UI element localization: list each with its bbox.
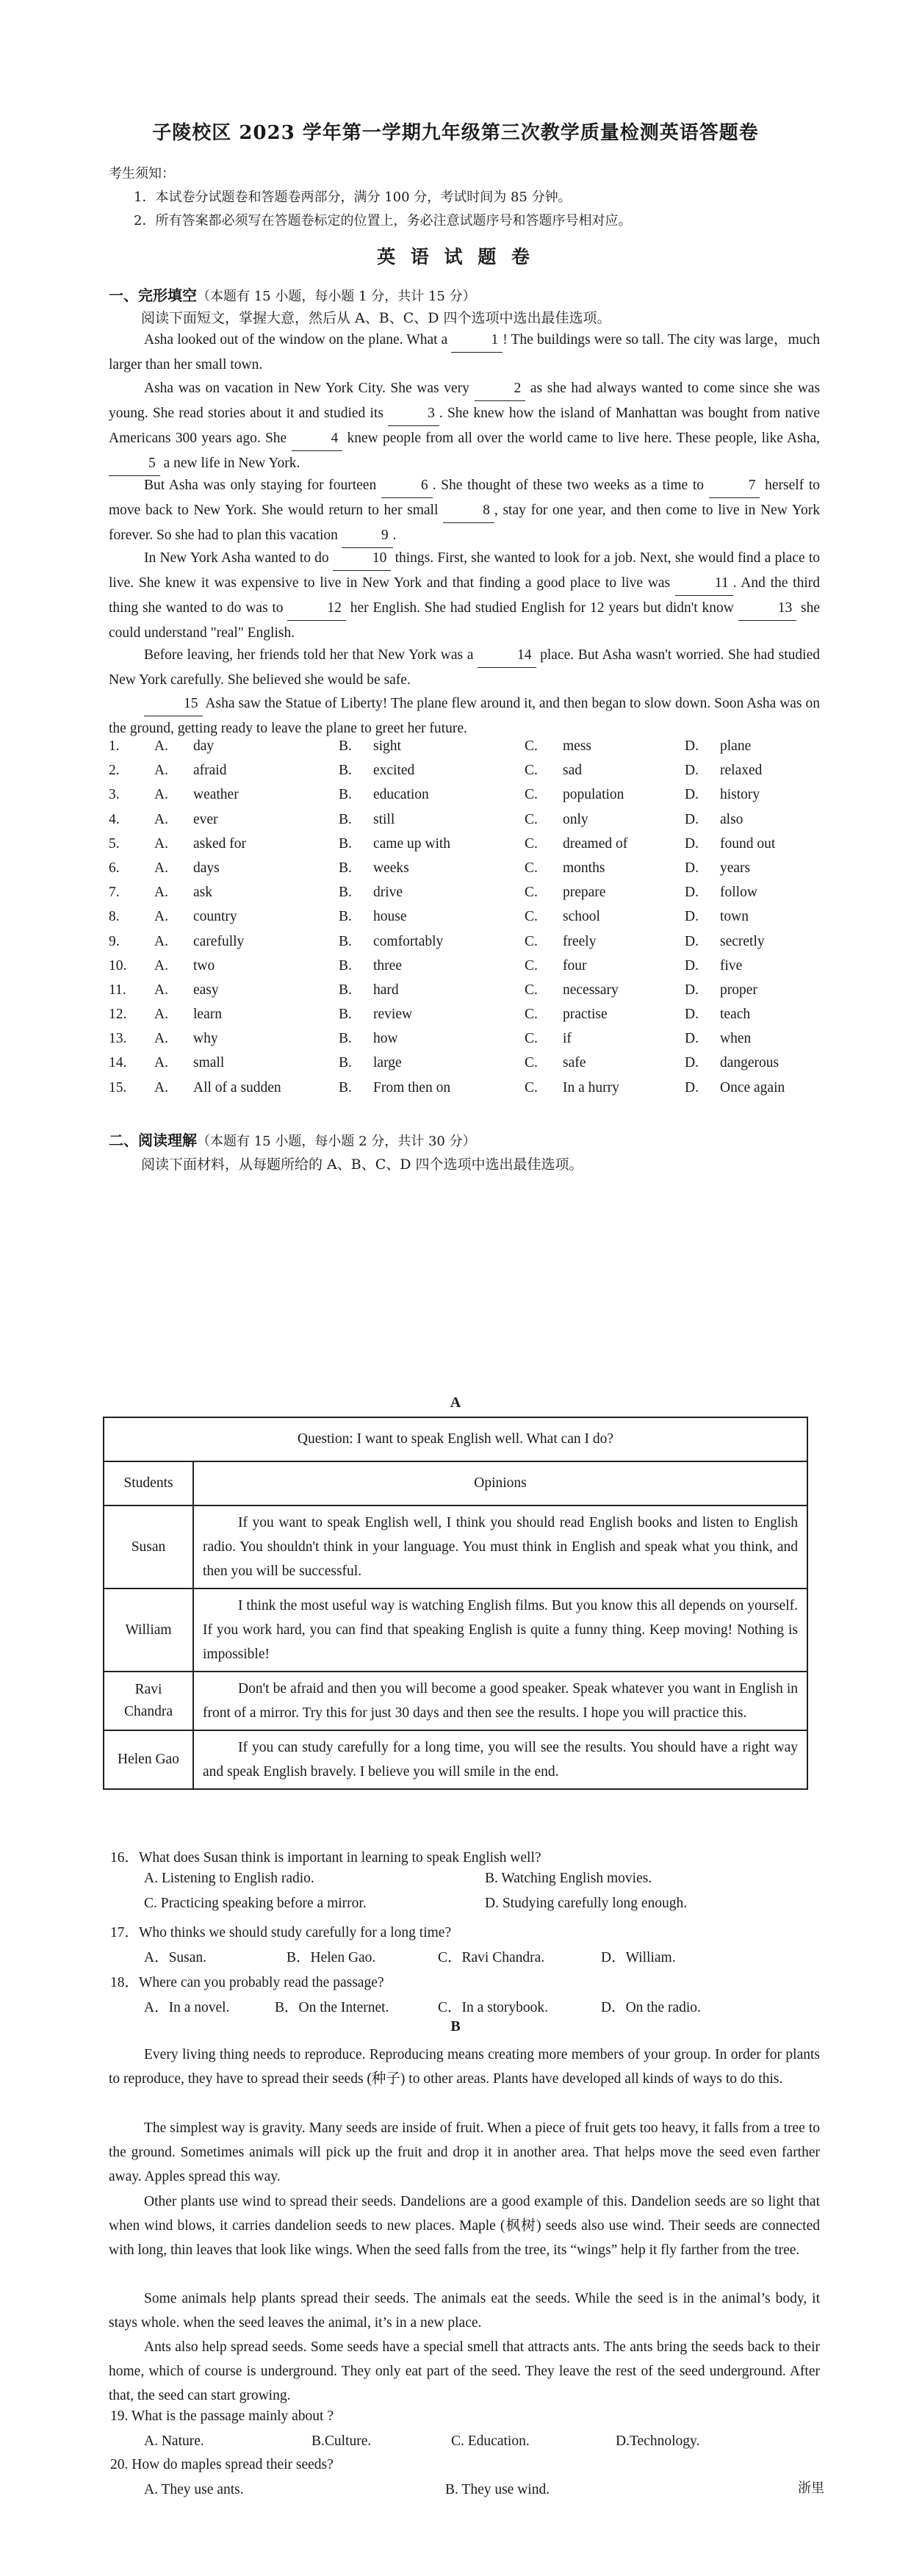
q17-option-d: D．William. (601, 1950, 676, 1965)
student-opinion: If you want to speak English well, I think you should read English books and listen to English radio. You shouldn't think in your language. You must think in English and speak what you think, and then you will be successful. (193, 1505, 807, 1589)
option-a-text: afraid (193, 763, 227, 779)
option-letter-c: C. (525, 909, 538, 925)
option-letter-a: A. (154, 1031, 168, 1047)
option-d-text: secretly (720, 933, 765, 949)
option-number: 4. (109, 811, 120, 827)
option-letter-b: B. (339, 1007, 352, 1023)
option-a-text: All of a sudden (193, 1079, 281, 1095)
option-d-text: plane (720, 738, 752, 754)
option-letter-d: D. (685, 1079, 699, 1095)
option-letter-a: A. (154, 787, 168, 803)
option-d-text: when (720, 1031, 752, 1047)
option-c-text: only (563, 811, 588, 827)
option-letter-b: B. (339, 957, 352, 974)
q17-option-c: C．Ravi Chandra. (438, 1950, 545, 1965)
option-letter-a: A. (154, 860, 168, 876)
q18-option-d: D．On the radio. (601, 2000, 701, 2015)
blank-13: 13 (738, 596, 797, 621)
blank-15: 15 (144, 691, 203, 716)
option-a-text: two (193, 957, 215, 974)
option-letter-d: D. (685, 982, 699, 998)
section2-instruction: 阅读下面材料，从每题所给的 A、B、C、D 四个选项中选出最佳选项。 (141, 1156, 583, 1173)
option-letter-a: A. (154, 909, 168, 925)
option-row (109, 787, 814, 811)
option-row (109, 763, 814, 787)
section2-heading: 二、阅读理解（本题有 15 小题，每小题 2 分，共计 30 分） (109, 1132, 476, 1149)
table-row (104, 1672, 807, 1730)
option-c-text: if (563, 1031, 572, 1047)
q19-option-a: A. Nature. (144, 2433, 204, 2449)
cloze-paragraph-6: 15 Asha saw the Statue of Liberty! The plane flew around it, and then began to slow down. Soon Asha was on the ground, getting ready to leave the plane to greet her future. (109, 691, 820, 741)
q20-option-b: B. They use wind. (445, 2482, 550, 2497)
student-opinion: If you can study carefully for a long time, you will see the results. You should have a right way and speak English bravely. I believe you will smile in the end. (193, 1730, 807, 1789)
option-d-text: history (720, 787, 760, 803)
blank-4: 4 (292, 426, 343, 451)
table-row (104, 1589, 807, 1672)
option-a-text: day (193, 738, 215, 754)
option-b-text: still (373, 811, 395, 827)
blank-14: 14 (478, 643, 536, 668)
option-number: 6. (109, 860, 120, 876)
option-number: 14. (109, 1055, 127, 1071)
option-letter-a: A. (154, 1007, 168, 1023)
option-letter-b: B. (339, 1055, 352, 1071)
q18-option-c: C．In a storybook. (438, 2000, 549, 2015)
option-row (109, 958, 814, 982)
option-row (109, 812, 814, 836)
option-number: 3. (109, 787, 120, 803)
option-c-text: school (563, 909, 600, 925)
option-letter-b: B. (339, 1079, 352, 1095)
blank-1: 1 (451, 328, 503, 353)
option-row (109, 836, 814, 860)
option-c-text: necessary (563, 982, 619, 998)
option-letter-a: A. (154, 763, 168, 779)
option-a-text: ask (193, 885, 212, 901)
option-letter-b: B. (339, 811, 352, 827)
option-b-text: large (373, 1055, 402, 1071)
passage-b-paragraph-2: The simplest way is gravity. Many seeds are inside of fruit. When a piece of fruit gets too heavy, it falls from a tree to the ground. Sometimes animals will pick up the fruit and drop it in another area. That helps move the seed even farther away. Apples spread this way. (109, 2120, 820, 2184)
option-letter-b: B. (339, 1031, 352, 1047)
option-letter-b: B. (339, 909, 352, 925)
option-letter-c: C. (525, 1055, 538, 1071)
notice-heading: 考生须知： (109, 166, 175, 181)
option-letter-c: C. (525, 1007, 538, 1023)
q19-option-d: D.Technology. (616, 2433, 700, 2449)
option-number: 10. (109, 957, 127, 974)
option-d-text: years (720, 860, 751, 876)
option-number: 13. (109, 1031, 127, 1047)
table-row (104, 1730, 807, 1789)
option-row (109, 885, 814, 909)
page-title: 子陵校区 2023 学年第一学期九年级第三次教学质量检测英语答题卷 (152, 122, 759, 144)
blank-12: 12 (287, 596, 346, 621)
option-b-text: sight (373, 738, 401, 754)
option-a-text: easy (193, 982, 219, 998)
option-number: 8. (109, 909, 120, 925)
option-letter-c: C. (525, 933, 538, 949)
option-letter-d: D. (685, 811, 699, 827)
option-c-text: In a hurry (563, 1079, 619, 1095)
option-letter-a: A. (154, 957, 168, 974)
option-letter-d: D. (685, 860, 699, 876)
option-letter-b: B. (339, 933, 352, 949)
option-d-text: town (720, 909, 749, 925)
blank-7: 7 (709, 473, 760, 498)
option-row (109, 1007, 814, 1031)
option-a-text: small (193, 1055, 225, 1071)
option-a-text: carefully (193, 933, 245, 949)
blank-10: 10 (333, 546, 392, 571)
option-row (109, 1080, 814, 1104)
option-letter-c: C. (525, 811, 538, 827)
option-letter-c: C. (525, 885, 538, 901)
option-b-text: review (373, 1007, 413, 1023)
col-header-opinions: Opinions (193, 1461, 807, 1505)
option-number: 5. (109, 835, 120, 852)
option-letter-a: A. (154, 1079, 168, 1095)
option-d-text: teach (720, 1007, 751, 1023)
option-b-text: how (373, 1031, 398, 1047)
option-b-text: house (373, 909, 407, 925)
option-letter-c: C. (525, 787, 538, 803)
section1-instruction: 阅读下面短文，掌握大意，然后从 A、B、C、D 四个选项中选出最佳选项。 (141, 310, 611, 326)
option-number: 1. (109, 738, 120, 754)
option-number: 12. (109, 1007, 127, 1023)
q16-option-c: C. Practicing speaking before a mirror. (144, 1896, 367, 1911)
option-letter-d: D. (685, 957, 699, 974)
q16-option-a: A. Listening to English radio. (144, 1871, 314, 1886)
option-d-text: proper (720, 982, 757, 998)
option-c-text: freely (563, 933, 597, 949)
question-17: 17．Who thinks we should study carefully for a long time? (110, 1925, 452, 1940)
blank-11: 11 (675, 571, 733, 596)
option-row (109, 909, 814, 933)
student-opinion: I think the most useful way is watching English films. But you know this all depends on yourself. If you work hard, you can find that speaking English is quite a funny thing. Keep moving! Nothing is impossible! (193, 1589, 807, 1672)
option-row (109, 1031, 814, 1055)
q19-option-b: B.Culture. (312, 2433, 372, 2449)
option-row (109, 738, 814, 763)
option-letter-c: C. (525, 982, 538, 998)
question-20: 20. How do maples spread their seeds? (110, 2457, 334, 2472)
option-a-text: why (193, 1031, 218, 1047)
option-c-text: prepare (563, 885, 606, 901)
q20-option-a: A. They use ants. (144, 2482, 244, 2497)
student-name: William (104, 1589, 193, 1672)
option-letter-c: C. (525, 738, 538, 754)
question-18: 18．Where can you probably read the passage? (110, 1975, 384, 1990)
q16-option-d: D. Studying carefully long enough. (485, 1896, 688, 1911)
option-letter-a: A. (154, 811, 168, 827)
cloze-paragraph-2: Asha was on vacation in New York City. She was very 2 as she had always wanted to come since she was young. She read stories about it and studied its 3 . She knew how the island of Manhattan was bought from native Americans 300 years ago. She 4 knew people from all over the world came to live here. These people, like Asha, 5 a new life in New York. (109, 376, 820, 476)
option-letter-a: A. (154, 835, 168, 852)
option-number: 7. (109, 885, 120, 901)
q19-option-c: C. Education. (451, 2433, 530, 2449)
notice-item-1: 1．本试卷分试题卷和答题卷两部分，满分 100 分，考试时间为 85 分钟。 (134, 190, 572, 205)
option-letter-c: C. (525, 1079, 538, 1095)
option-b-text: drive (373, 885, 403, 901)
option-c-text: population (563, 787, 624, 803)
option-c-text: mess (563, 738, 591, 754)
blank-8: 8 (443, 498, 494, 523)
option-letter-d: D. (685, 787, 699, 803)
student-opinion: Don't be afraid and then you will become a good speaker. Speak whatever you want in English in front of a mirror. Try this for just 30 days and then see the results. I hope you will practice this. (193, 1672, 807, 1730)
section1-heading: 一、完形填空（本题有 15 小题，每小题 1 分，共计 15 分） (109, 287, 476, 304)
cloze-paragraph-1: Asha looked out of the window on the plane. What a 1 ! The buildings were so tall. The city was large，much larger than her small town. (109, 328, 820, 377)
option-d-text: follow (720, 885, 757, 901)
question-16: 16．What does Susan think is important in learning to speak English well? (110, 1850, 541, 1866)
option-d-text: Once again (720, 1079, 785, 1095)
option-d-text: also (720, 811, 743, 827)
option-row (109, 1055, 814, 1079)
option-letter-d: D. (685, 835, 699, 852)
option-b-text: excited (373, 763, 415, 779)
passage-b-paragraph-1: Every living thing needs to reproduce. Reproducing means creating more members of your group. In order for plants to reproduce, they have to spread their seeds (种子) to other areas. Plants have developed all kinds of ways to do this. (109, 2047, 820, 2087)
q17-option-a: A．Susan. (144, 1950, 207, 1965)
option-letter-a: A. (154, 1055, 168, 1071)
cloze-paragraph-3: But Asha was only staying for fourteen 6 . She thought of these two weeks as a time to 7 herself to move back to New York. She would return to her small 8 , stay for one year, and then come to live in New York forever. So she had to plan this vacation 9 . (109, 473, 820, 548)
option-a-text: ever (193, 811, 218, 827)
q18-option-b: B．On the Internet. (275, 2000, 389, 2015)
blank-5: 5 (109, 451, 160, 476)
option-b-text: hard (373, 982, 399, 998)
option-letter-a: A. (154, 933, 168, 949)
option-number: 11. (109, 982, 126, 998)
option-letter-a: A. (154, 885, 168, 901)
passage-b-paragraph-5: Ants also help spread seeds. Some seeds have a special smell that attracts ants. The ants bring the seeds back to their home, which of course is underground. They only eat part of the seed. They leave the rest of the seed underground. After that, the seed can start growing. (109, 2339, 820, 2403)
option-c-text: sad (563, 763, 582, 779)
option-letter-a: A. (154, 738, 168, 754)
option-letter-d: D. (685, 1007, 699, 1023)
option-letter-b: B. (339, 835, 352, 852)
col-header-students: Students (104, 1461, 193, 1505)
option-letter-b: B. (339, 982, 352, 998)
option-letter-d: D. (685, 763, 699, 779)
option-letter-d: D. (685, 1031, 699, 1047)
table-question: Question: I want to speak English well. What can I do? (104, 1417, 807, 1461)
option-letter-d: D. (685, 1055, 699, 1071)
option-b-text: comfortably (373, 933, 444, 949)
cloze-paragraph-4: In New York Asha wanted to do 10 things. First, she wanted to look for a job. Next, she would find a place to live. She knew it was expensive to live in New York and that finding a good place to live was 11 . And the third thing she wanted to do was to 12 her English. She had studied English for 12 years but didn't know 13 she could understand "real" English. (109, 546, 820, 645)
student-name: Helen Gao (104, 1730, 193, 1789)
option-letter-c: C. (525, 763, 538, 779)
option-c-text: four (563, 957, 587, 974)
option-number: 9. (109, 933, 120, 949)
option-letter-d: D. (685, 933, 699, 949)
option-a-text: weather (193, 787, 239, 803)
option-b-text: From then on (373, 1079, 451, 1095)
option-c-text: practise (563, 1007, 608, 1023)
option-c-text: dreamed of (563, 835, 628, 852)
option-letter-b: B. (339, 860, 352, 876)
question-19: 19. What is the passage mainly about ? (110, 2408, 334, 2424)
option-number: 2. (109, 763, 120, 779)
option-number: 15. (109, 1079, 127, 1095)
blank-3: 3 (388, 401, 439, 426)
option-a-text: days (193, 860, 220, 876)
option-letter-c: C. (525, 835, 538, 852)
blank-9: 9 (342, 523, 393, 548)
notice-item-2: 2．所有答案都必须写在答题卷标定的位置上，务必注意试题序号和答题序号相对应。 (134, 213, 632, 229)
page-footer: 浙里 (798, 2480, 824, 2496)
passage-b-paragraph-3: Other plants use wind to spread their seeds. Dandelions are a good example of this. Dandelion seeds are so light that when wind blows, it carries dandelion seeds to new places. Maple (枫树) seeds also use wind. Their seeds are connected with long, thin leaves that look like wings. When the seed falls from the tree, its “wings” help it fly farther from the tree. (109, 2194, 820, 2258)
option-a-text: learn (193, 1007, 222, 1023)
option-c-text: safe (563, 1055, 586, 1071)
passage-a-label: A (450, 1395, 461, 1411)
option-d-text: five (720, 957, 743, 974)
table-row (104, 1505, 807, 1589)
option-letter-b: B. (339, 738, 352, 754)
option-d-text: dangerous (720, 1055, 779, 1071)
option-b-text: weeks (373, 860, 409, 876)
cloze-options-table (109, 738, 814, 1104)
option-c-text: months (563, 860, 605, 876)
option-letter-d: D. (685, 909, 699, 925)
paper-subtitle: 英 语 试 题 卷 (377, 246, 534, 267)
option-letter-a: A. (154, 982, 168, 998)
option-a-text: asked for (193, 835, 247, 852)
option-letter-c: C. (525, 1031, 538, 1047)
option-letter-c: C. (525, 860, 538, 876)
option-a-text: country (193, 909, 237, 925)
q17-option-b: B．Helen Gao. (287, 1950, 376, 1965)
option-b-text: three (373, 957, 402, 974)
option-letter-b: B. (339, 885, 352, 901)
option-d-text: found out (720, 835, 776, 852)
cloze-paragraph-5: Before leaving, her friends told her that New York was a 14 place. But Asha wasn't worried. She had studied New York carefully. She believed she would be safe. (109, 643, 820, 692)
option-b-text: education (373, 787, 429, 803)
passage-b-label: B (450, 2018, 461, 2034)
student-name: Susan (104, 1505, 193, 1589)
q18-option-a: A．In a novel. (144, 2000, 230, 2015)
option-row (109, 982, 814, 1007)
student-name: Ravi Chandra (104, 1672, 193, 1730)
opinions-table (103, 1417, 808, 1790)
option-letter-c: C. (525, 957, 538, 974)
option-row (109, 934, 814, 958)
option-row (109, 860, 814, 885)
option-letter-b: B. (339, 787, 352, 803)
blank-6: 6 (381, 473, 433, 498)
q16-option-b: B. Watching English movies. (485, 1871, 652, 1886)
blank-2: 2 (475, 376, 526, 401)
option-letter-b: B. (339, 763, 352, 779)
option-letter-d: D. (685, 885, 699, 901)
option-d-text: relaxed (720, 763, 763, 779)
option-letter-d: D. (685, 738, 699, 754)
passage-b-paragraph-4: Some animals help plants spread their seeds. The animals eat the seeds. While the seed is in the animal’s body, it stays whole. when the seed leaves the animal, it’s in a new place. (109, 2291, 820, 2331)
option-b-text: came up with (373, 835, 451, 852)
